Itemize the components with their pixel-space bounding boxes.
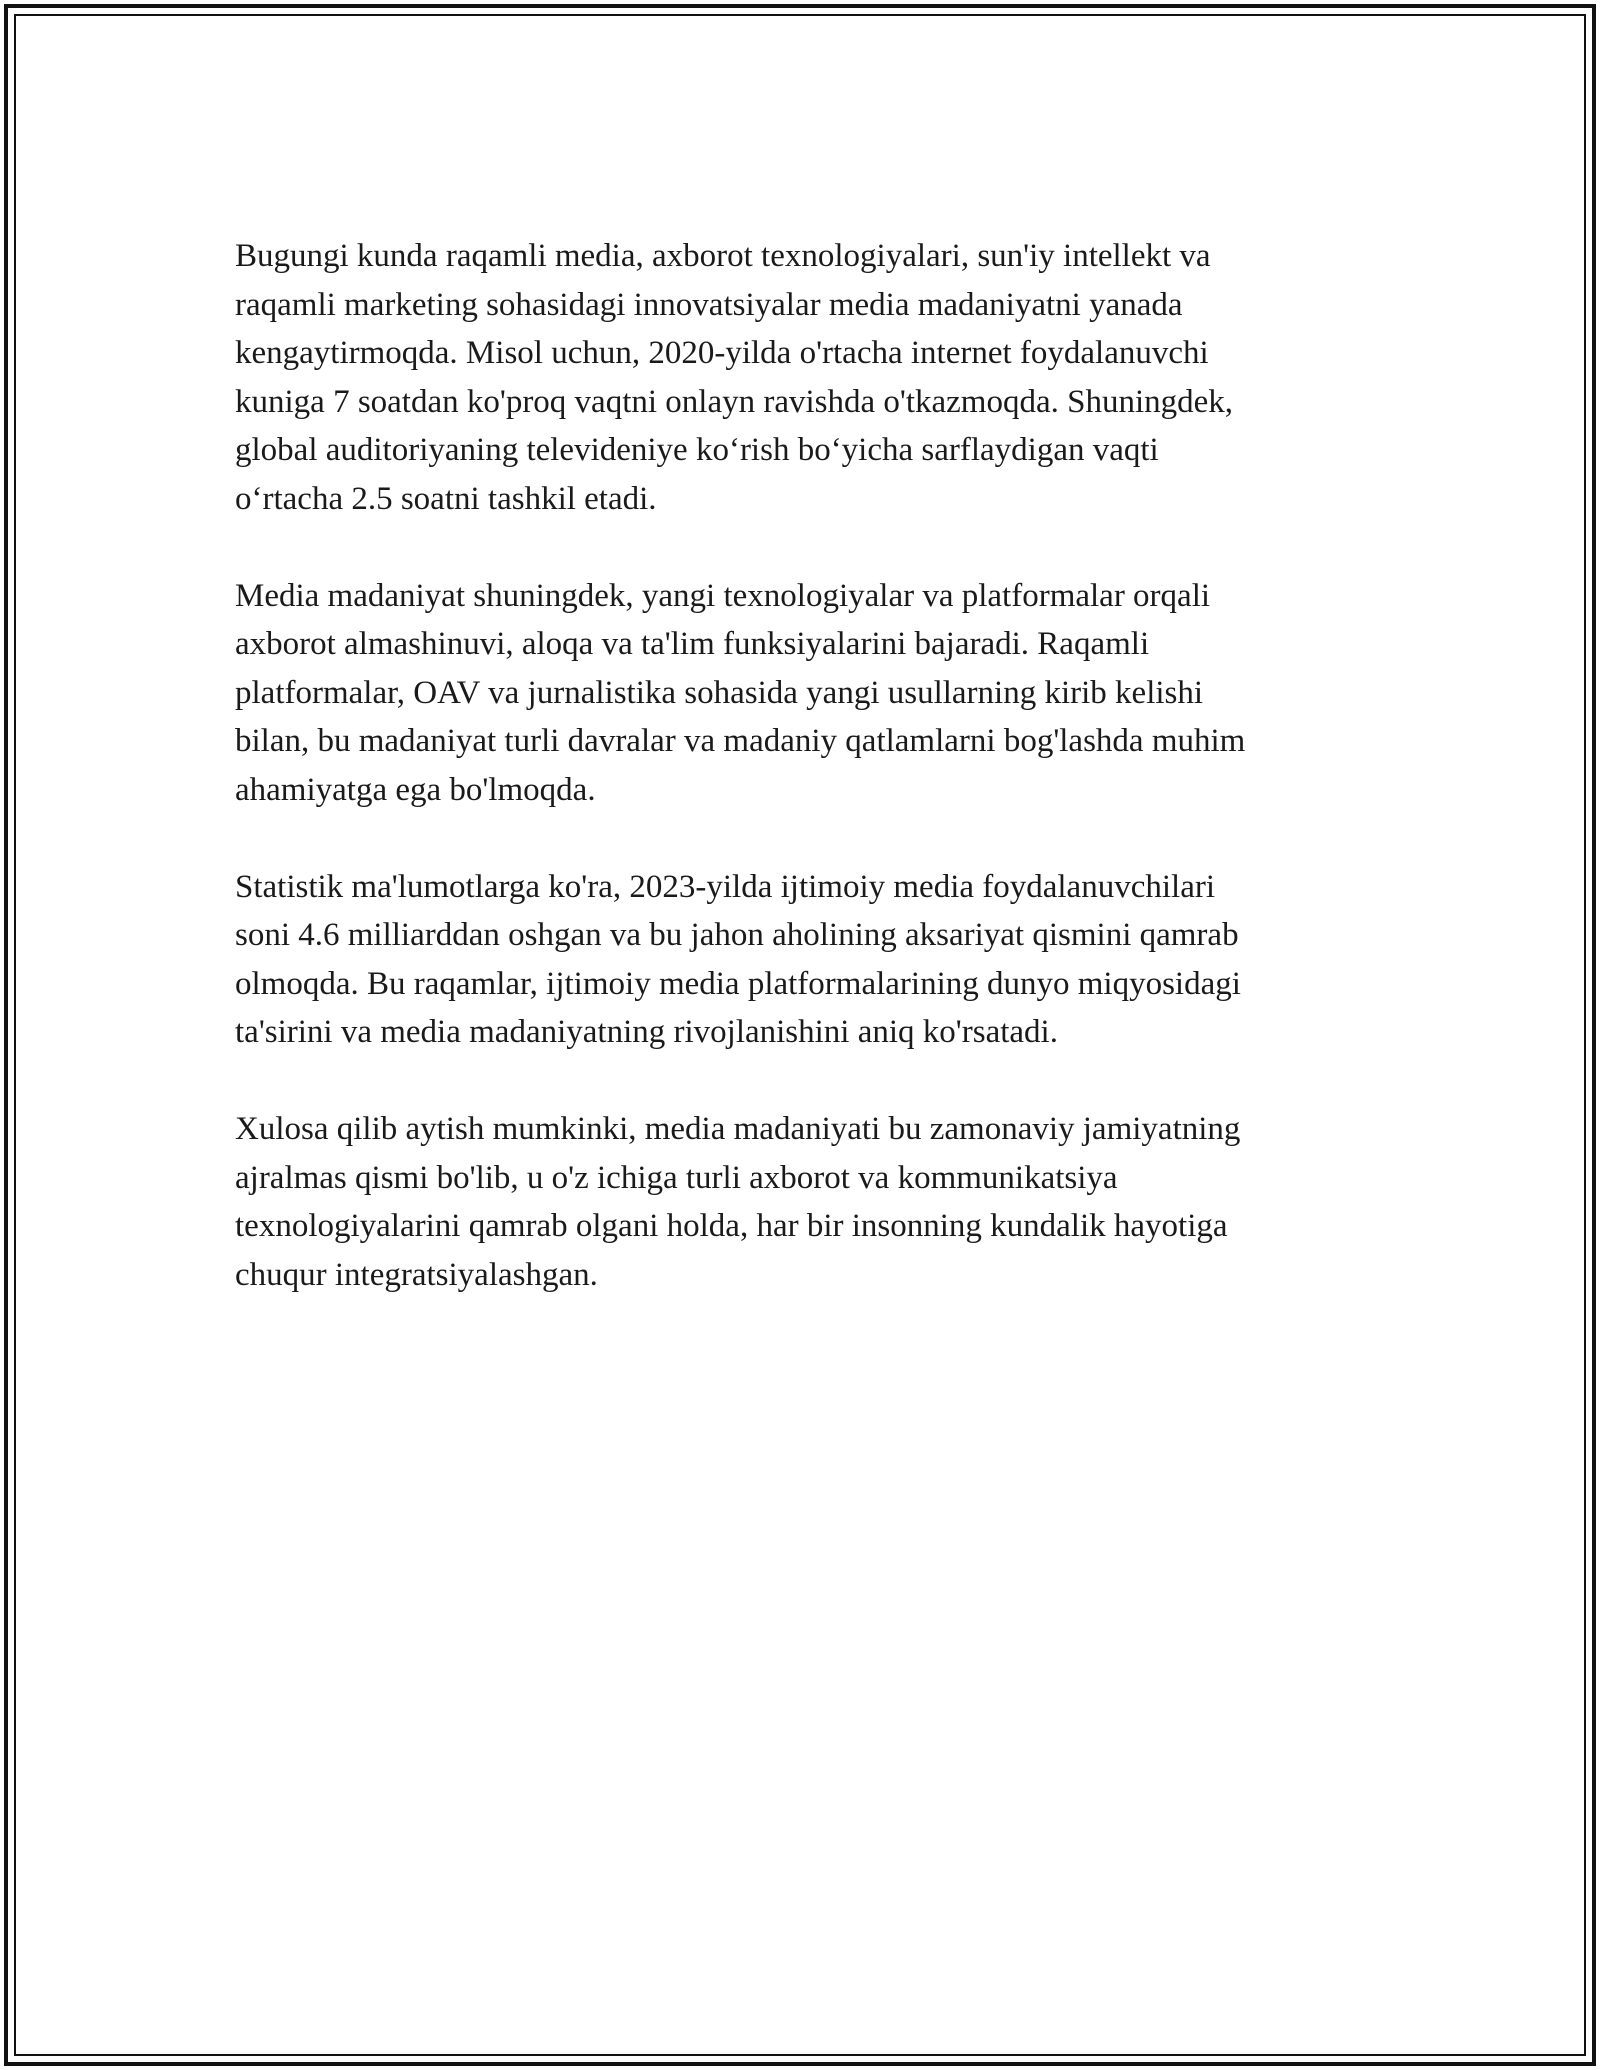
text-line: soni 4.6 milliarddan oshgan va bu jahon aholining aksariyat qismini qamrab: [235, 917, 1239, 953]
text-line: bilan, bu madaniyat turli davralar va madaniy qatlamlarni bog'lashda muhim: [235, 723, 1246, 759]
text-line: kuniga 7 soatdan ko'proq vaqtni onlayn ravishda o'tkazmoqda. Shuningdek,: [235, 383, 1234, 420]
text-line: texnologiyalarini qamrab olgani holda, har bir insonning kundalik hayotiga: [235, 1208, 1228, 1244]
paragraph-4: [235, 1105, 1395, 1299]
text-line: chuqur integratsiyalashgan.: [235, 1256, 598, 1293]
text-line: platformalar, OAV va jurnalistika sohasida yangi usullarning kirib kelishi: [235, 674, 1204, 711]
text-line: axborot almashinuvi, aloqa va ta'lim funksiyalarini bajaradi. Raqamli: [235, 626, 1150, 662]
text-line: ta'sirini va media madaniyatning rivojlanishini aniq ko'rsatadi.: [235, 1014, 1058, 1050]
text-line: Bugungi kunda raqamli media, axborot texnologiyalari, sun'iy intellekt va: [235, 238, 1211, 274]
text-line: Statistik ma'lumotlarga ko'ra, 2023-yilda ijtimoiy media foydalanuvchilari: [235, 868, 1215, 905]
text-line: kengaytirmoqda. Misol uchun, 2020-yilda o'rtacha internet foydalanuvchi: [235, 335, 1209, 371]
text-line: Xulosa qilib aytish mumkinki, media madaniyati bu zamonaviy jamiyatning: [235, 1111, 1241, 1147]
text-line: global auditoriyaning televideniye ko‘rish bo‘yicha sarflaydigan vaqti: [235, 432, 1159, 468]
text-line: ahamiyatga ega bo'lmoqda.: [235, 771, 596, 808]
document-body: [235, 232, 1395, 1348]
paragraph-1: [235, 232, 1395, 523]
text-line: olmoqda. Bu raqamlar, ijtimoiy media platformalarining dunyo miqyosidagi: [235, 965, 1241, 1002]
text-line: Media madaniyat shuningdek, yangi texnologiyalar va platformalar orqali: [235, 577, 1211, 614]
text-line: raqamli marketing sohasidagi innovatsiyalar media madaniyatni yanada: [235, 286, 1183, 323]
text-line: ajralmas qismi bo'lib, u o'z ichiga turli axborot va kommunikatsiya: [235, 1159, 1118, 1196]
paragraph-3: [235, 863, 1395, 1057]
paragraph-2: [235, 572, 1395, 815]
text-line: o‘rtacha 2.5 soatni tashkil etadi.: [235, 480, 657, 517]
